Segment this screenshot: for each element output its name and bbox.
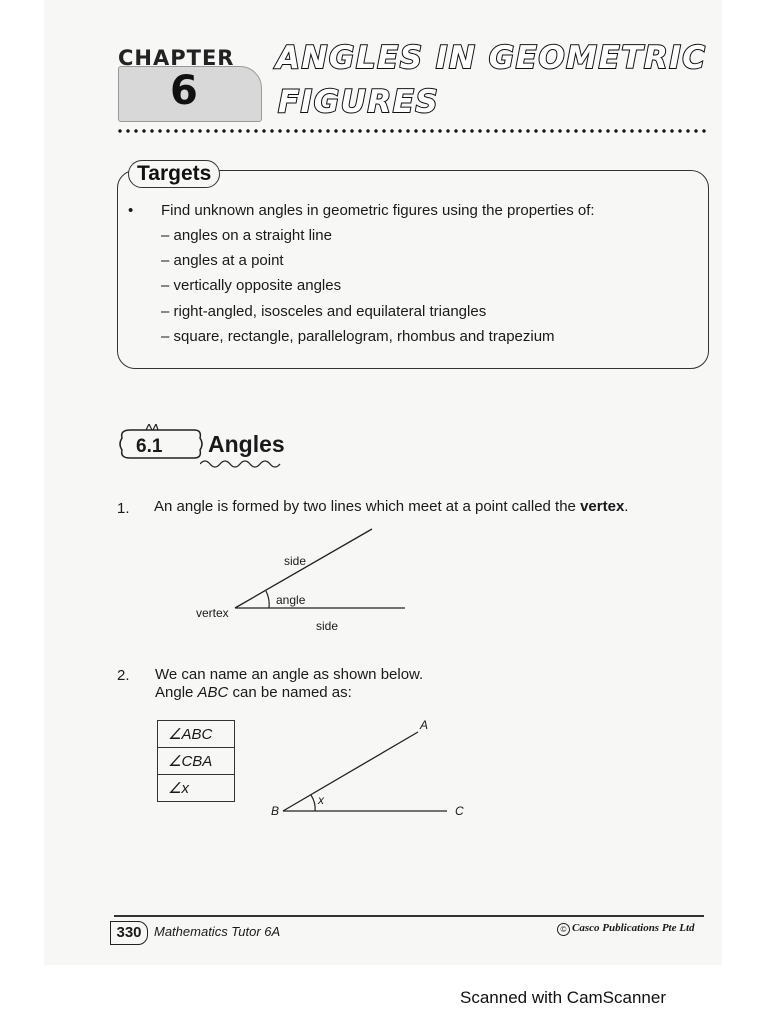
- vertex-label: vertex: [196, 606, 229, 620]
- targets-item: – vertically opposite angles: [161, 277, 342, 294]
- angle-name-cell: ∠ABC: [158, 721, 235, 748]
- targets-intro: Find unknown angles in geometric figures using the properties of:: [161, 202, 595, 219]
- point2-line2: Angle ABC can be named as:: [155, 684, 352, 701]
- targets-item: – angles at a point: [161, 252, 284, 269]
- scanner-watermark: Scanned with CamScanner: [460, 988, 667, 1007]
- angle-x-label: x: [318, 793, 324, 807]
- chapter-label: CHAPTER: [118, 46, 235, 70]
- targets-bullet: •: [128, 202, 134, 219]
- section-title: Angles: [208, 431, 285, 457]
- book-title: Mathematics Tutor 6A: [154, 924, 281, 939]
- publisher-name: Casco Publications Pte Ltd: [572, 922, 695, 934]
- angle-abc-diagram: [275, 720, 465, 820]
- side-label-bottom: side: [316, 619, 339, 633]
- footer-rule: [114, 915, 704, 917]
- chapter-title-line2: FIGURES: [278, 84, 440, 120]
- point-a-label: A: [420, 718, 429, 732]
- point2-line1: We can name an angle as shown below.: [155, 666, 424, 683]
- angle-names-table: [157, 720, 235, 802]
- angle-name-cell: ∠x: [158, 775, 235, 802]
- point-c-label: C: [455, 804, 464, 818]
- copyright-icon: ©: [557, 923, 570, 936]
- targets-label: Targets: [128, 160, 220, 188]
- targets-item: – right-angled, isosceles and equilateral triangles: [161, 303, 487, 320]
- section-underline-wave: [200, 458, 284, 470]
- dotted-divider: [116, 128, 706, 134]
- scanned-page: [44, 0, 722, 965]
- page-number: 330: [110, 921, 148, 945]
- point1-text: An angle is formed by two lines which meet at a point called the vertex.: [154, 498, 629, 515]
- section-number: 6.1: [136, 436, 163, 457]
- side-label-top: side: [284, 554, 307, 568]
- targets-item: – square, rectangle, parallelogram, rhombus and trapezium: [161, 328, 555, 345]
- targets-item: – angles on a straight line: [161, 227, 332, 244]
- vertex-term: vertex: [580, 498, 625, 515]
- chapter-number: 6: [170, 68, 198, 114]
- point-number: 1.: [117, 500, 130, 517]
- angle-name-cell: ∠CBA: [158, 748, 235, 775]
- point-number: 2.: [117, 667, 130, 684]
- angle-label: angle: [276, 593, 306, 607]
- point-b-label: B: [271, 804, 280, 818]
- chapter-title-line1: ANGLES IN GEOMETRIC: [276, 40, 707, 76]
